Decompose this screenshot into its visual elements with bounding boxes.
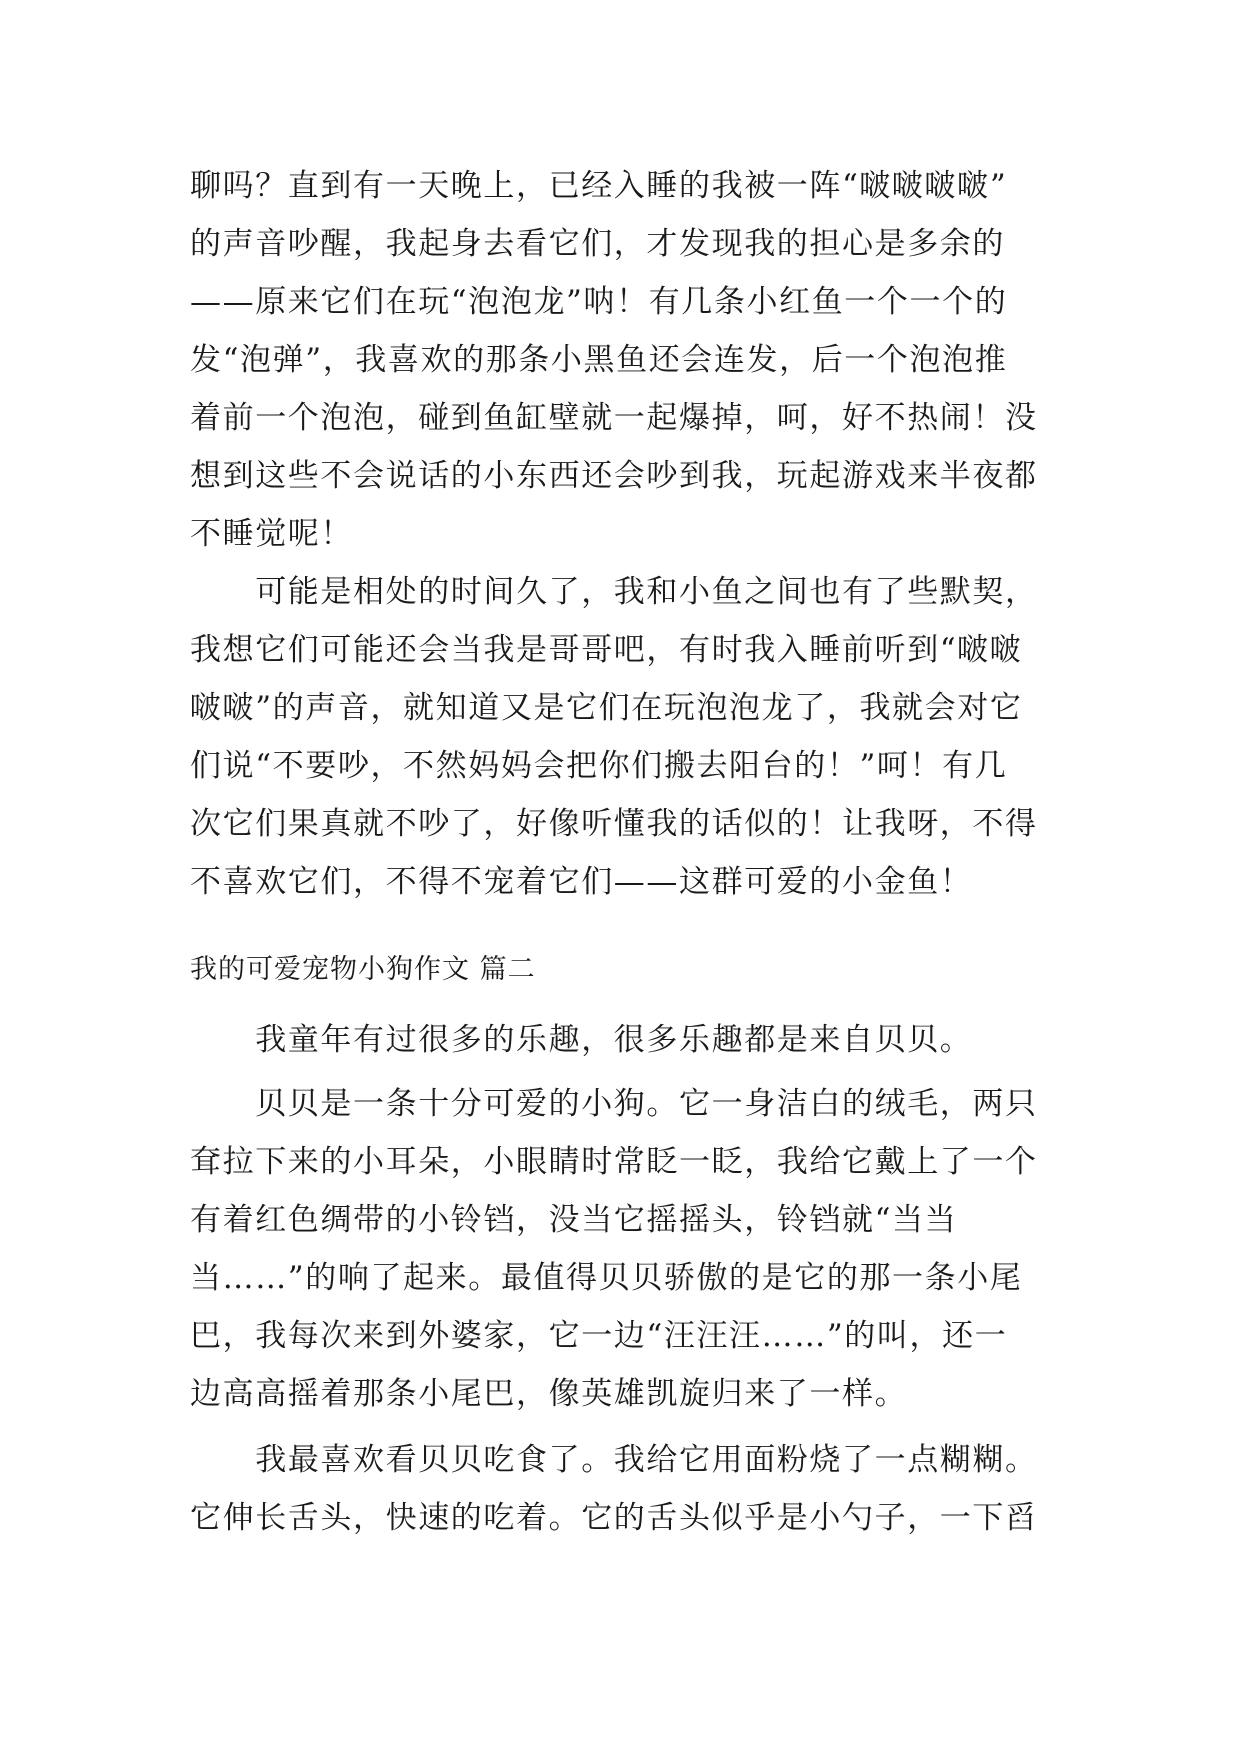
text-line: ——原来它们在玩“泡泡龙”呐！有几条小红鱼一个一个的 <box>190 284 1008 320</box>
text-line: 我最喜欢看贝贝吃食了。我给它用面粉烧了一点糊糊。 <box>190 1442 1038 1478</box>
text-line: 聊吗？直到有一天晚上，已经入睡的我被一阵“啵啵啵啵” <box>190 168 1008 204</box>
text-line: 可能是相处的时间久了，我和小鱼之间也有了些默契， <box>190 574 1038 610</box>
text-line: 贝贝是一条十分可爱的小狗。它一身洁白的绒毛，两只 <box>190 1086 1038 1122</box>
text-line: 边高高摇着那条小尾巴，像英雄凯旋归来了一样。 <box>190 1376 908 1412</box>
text-line: 耷拉下来的小耳朵，小眼睛时常眨一眨，我给它戴上了一个 <box>190 1144 1038 1180</box>
text-line: 我想它们可能还会当我是哥哥吧，有时我入睡前听到“啵啵 <box>190 632 1023 668</box>
text-line: 不睡觉呢！ <box>190 516 353 552</box>
text-line: 我童年有过很多的乐趣，很多乐趣都是来自贝贝。 <box>190 1022 973 1058</box>
text-line: 有着红色绸带的小铃铛，没当它摇摇头，铃铛就“当当 <box>190 1202 958 1238</box>
text-line: 着前一个泡泡，碰到鱼缸壁就一起爆掉，呵，好不热闹！没 <box>190 400 1038 436</box>
text-line: 的声音吵醒，我起身去看它们，才发现我的担心是多余的 <box>190 226 1005 262</box>
text-line: 它伸长舌头，快速的吃着。它的舌头似乎是小勺子，一下舀 <box>190 1500 1038 1536</box>
text-line: 次它们果真就不吵了，好像听懂我的话似的！让我呀，不得 <box>190 806 1038 842</box>
text-line: 发“泡弹”，我喜欢的那条小黑鱼还会连发，后一个泡泡推 <box>190 342 1008 378</box>
text-line: 啵啵”的声音，就知道又是它们在玩泡泡龙了，我就会对它 <box>190 690 1023 726</box>
text-line: 想到这些不会说话的小东西还会吵到我，玩起游戏来半夜都 <box>190 458 1038 494</box>
text-line: 不喜欢它们，不得不宠着它们——这群可爱的小金鱼！ <box>190 864 973 900</box>
section-heading: 我的可爱宠物小狗作文 篇二 <box>190 954 536 985</box>
text-line: 们说“不要吵，不然妈妈会把你们搬去阳台的！”呵！有几 <box>190 748 1008 784</box>
text-line: 巴，我每次来到外婆家，它一边“汪汪汪……”的叫，还一 <box>190 1318 1008 1354</box>
text-line: 当……”的响了起来。最值得贝贝骄傲的是它的那一条小尾 <box>190 1260 1023 1296</box>
